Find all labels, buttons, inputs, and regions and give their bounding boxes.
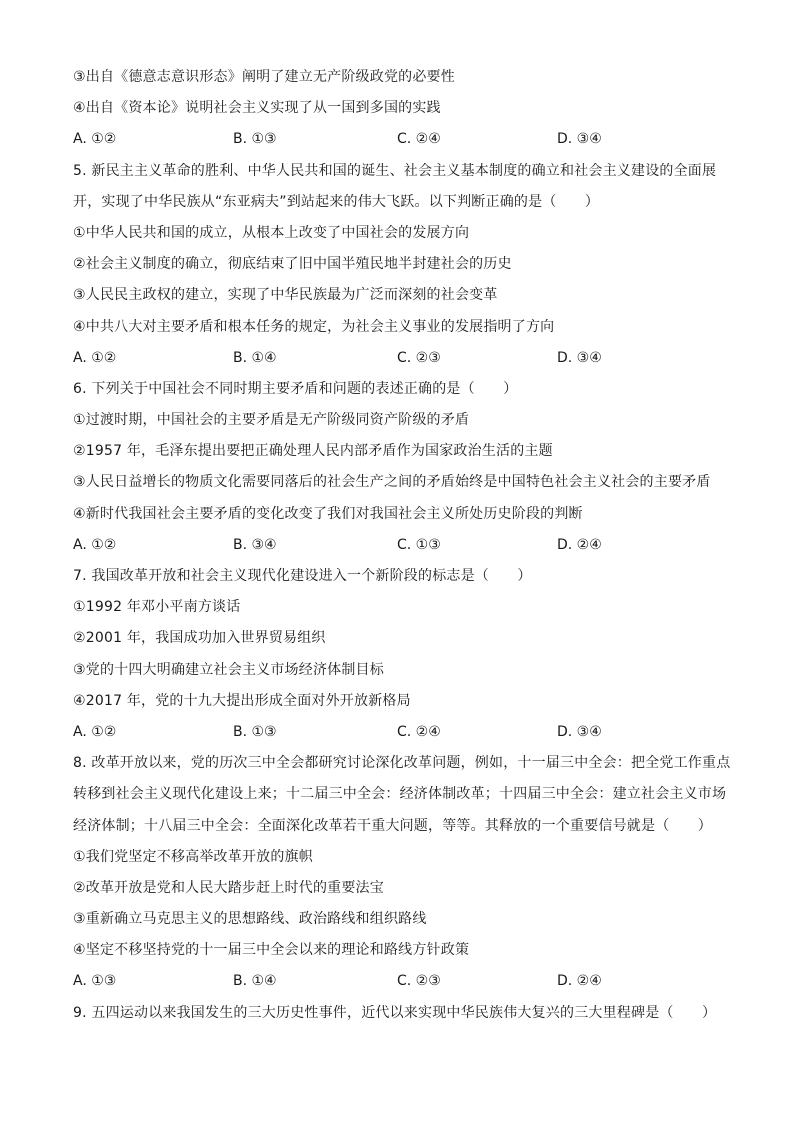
q8-option-d: D. ②④ <box>557 973 602 990</box>
q5-item-4: ④中共八大对主要矛盾和根本任务的规定，为社会主义事业的发展指明了方向 <box>73 318 555 335</box>
q6-options <box>73 530 733 561</box>
q6-option-a: A. ①② <box>73 536 117 553</box>
q5-option-c: C. ②③ <box>397 349 441 366</box>
q6-item-4: ④新时代我国社会主要矛盾的变化改变了我们对我国社会主义所处历史阶段的判断 <box>73 505 583 522</box>
q8-item-3: ③重新确立马克思主义的思想路线、政治路线和组织路线 <box>73 911 427 928</box>
q5-stem-line-1: 5. 新民主主义革命的胜利、中华人民共和国的诞生、社会主义基本制度的确立和社会主义建设的全面展 <box>73 162 717 179</box>
q7-item-4: ④2017 年，党的十九大提出形成全面对外开放新格局 <box>73 692 411 709</box>
exam-page <box>73 62 733 1029</box>
q6-item-1: ①过渡时期，中国社会的主要矛盾是无产阶级同资产阶级的矛盾 <box>73 412 470 429</box>
q7-item-3: ③党的十四大明确建立社会主义市场经济体制目标 <box>73 661 384 678</box>
q5-item-1: ①中华人民共和国的成立，从根本上改变了中国社会的发展方向 <box>73 224 470 241</box>
q5-option-b: B. ①④ <box>233 349 277 366</box>
question-8 <box>73 748 733 998</box>
q8-option-b: B. ①④ <box>233 973 277 990</box>
q6-option-d: D. ②④ <box>557 536 602 553</box>
q8-option-c: C. ②③ <box>397 973 441 990</box>
q7-option-b: B. ①③ <box>233 723 277 740</box>
question-7 <box>73 561 733 748</box>
q4-option-b: B. ①③ <box>233 131 277 148</box>
q5-stem-line-2: 开，实现了中华民族从“东亚病夫”到站起来的伟大飞跃。以下判断正确的是（ ） <box>73 193 600 210</box>
q8-options <box>73 966 733 997</box>
q4-options <box>73 124 733 155</box>
q8-item-2: ②改革开放是党和人民大踏步赶上时代的重要法宝 <box>73 879 384 896</box>
question-4 <box>73 62 733 156</box>
q4-option-d: D. ③④ <box>557 131 602 148</box>
q5-item-3: ③人民民主政权的建立，实现了中华民族最为广泛而深刻的社会变革 <box>73 287 498 304</box>
q4-option-a: A. ①② <box>73 131 117 148</box>
q7-options <box>73 717 733 748</box>
q7-option-d: D. ③④ <box>557 723 602 740</box>
q8-stem-line-2: 转移到社会主义现代化建设上来；十二届三中全会：经济体制改革；十四届三中全会：建立社会主义市场 <box>73 786 727 803</box>
q9-stem-line-1: 9. 五四运动以来我国发生的三大历史性事件，近代以来实现中华民族伟大复兴的三大里程碑是（ ） <box>73 1004 717 1021</box>
q5-option-a: A. ①② <box>73 349 117 366</box>
q8-item-1: ①我们党坚定不移高举改革开放的旗帜 <box>73 848 313 865</box>
q8-item-4: ④坚定不移坚持党的十一届三中全会以来的理论和路线方针政策 <box>73 942 470 959</box>
q7-item-2: ②2001 年，我国成功加入世界贸易组织 <box>73 630 326 647</box>
question-6 <box>73 374 733 561</box>
q8-stem-line-1: 8. 改革开放以来，党的历次三中全会都研究讨论深化改革问题，例如，十一届三中全会：把全党工作重点 <box>73 755 731 772</box>
q7-option-c: C. ②④ <box>397 723 441 740</box>
q4-item-4: ④出自《资本论》说明社会主义实现了从一国到多国的实践 <box>73 100 441 117</box>
q4-item-3: ③出自《德意志意识形态》阐明了建立无产阶级政党的必要性 <box>73 69 455 85</box>
question-9 <box>73 998 733 1029</box>
question-5 <box>73 156 733 374</box>
q5-option-d: D. ③④ <box>557 349 602 366</box>
q7-stem-line-1: 7. 我国改革开放和社会主义现代化建设进入一个新阶段的标志是（ ） <box>73 568 532 584</box>
q8-option-a: A. ①③ <box>73 973 117 990</box>
q5-options <box>73 343 733 374</box>
q6-item-2: ②1957 年，毛泽东提出要把正确处理人民内部矛盾作为国家政治生活的主题 <box>73 443 553 460</box>
q7-item-1: ①1992 年邓小平南方谈话 <box>73 599 241 616</box>
q5-item-2: ②社会主义制度的确立，彻底结束了旧中国半殖民地半封建社会的历史 <box>73 256 512 273</box>
q6-item-3: ③人民日益增长的物质文化需要同落后的社会生产之间的矛盾始终是中国特色社会主义社会的主要矛盾 <box>73 474 711 491</box>
q6-option-c: C. ①③ <box>397 536 441 553</box>
q4-option-c: C. ②④ <box>397 131 441 148</box>
q8-stem-line-3: 经济体制；十八届三中全会：全面深化改革若干重大问题，等等。其释放的一个重要信号就是（ ） <box>73 817 712 834</box>
q6-option-b: B. ③④ <box>233 536 277 553</box>
q6-stem-line-1: 6. 下列关于中国社会不同时期主要矛盾和问题的表述正确的是（ ） <box>73 380 518 397</box>
q7-option-a: A. ①② <box>73 723 117 740</box>
